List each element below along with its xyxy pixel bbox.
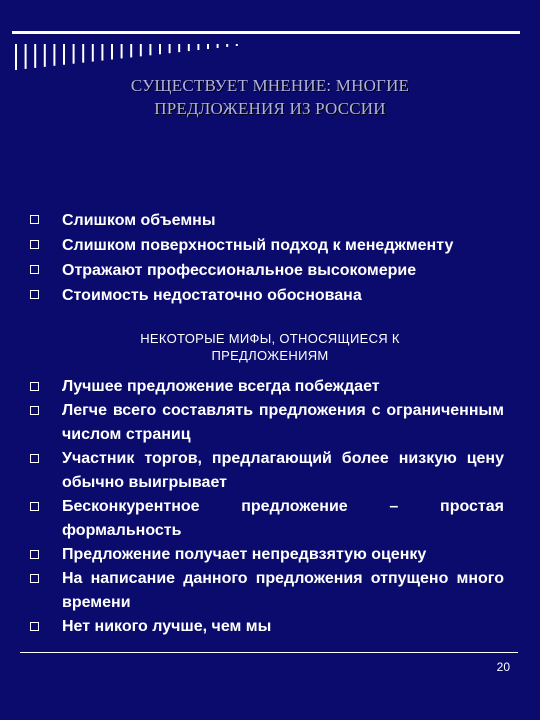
checkbox-bullet-icon [30, 265, 39, 274]
checkbox-bullet-icon [30, 240, 39, 249]
checkbox-bullet-icon [30, 622, 39, 631]
checkbox-bullet-icon [30, 290, 39, 299]
checkbox-bullet-icon [30, 574, 39, 583]
myths-list [30, 375, 504, 639]
list-item: Лучшее предложение всегда побеждает [30, 375, 504, 399]
checkbox-bullet-icon [30, 406, 39, 415]
title-line-2: ПРЕДЛОЖЕНИЯ ИЗ РОССИИ [154, 99, 386, 118]
checkbox-bullet-icon [30, 215, 39, 224]
opinion-list [30, 208, 504, 308]
checkbox-bullet-icon [30, 454, 39, 463]
subhead-line-1: НЕКОТОРЫЕ МИФЫ, ОТНОСЯЩИЕСЯ К [140, 331, 400, 346]
top-divider [12, 31, 520, 34]
checkbox-bullet-icon [30, 382, 39, 391]
list-item: Участник торгов, предлагающий более низкую цену обычно выигрывает [30, 447, 504, 495]
slide-title [80, 74, 460, 120]
list-item: Нет никого лучше, чем мы [30, 615, 504, 639]
bottom-divider [20, 652, 518, 653]
page-number: 20 [496, 660, 510, 674]
list-item: Стоимость недостаточно обоснована [30, 283, 504, 308]
checkbox-bullet-icon [30, 550, 39, 559]
list-item: Легче всего составлять предложения с ограниченным числом страниц [30, 399, 504, 447]
list-item: Слишком поверхностный подход к менеджменту [30, 233, 504, 258]
list-item: Бесконкурентное предложение – простая формальность [30, 495, 504, 543]
title-line-1: СУЩЕСТВУЕТ МНЕНИЕ: МНОГИЕ [130, 76, 410, 95]
subhead-line-2: ПРЕДЛОЖЕНИЯМ [211, 348, 329, 363]
list-item: Предложение получает непредвзятую оценку [30, 543, 504, 567]
checkbox-bullet-icon [30, 502, 39, 511]
list-item: Слишком объемны [30, 208, 504, 233]
list-item: Отражают профессиональное высокомерие [30, 258, 504, 283]
list-item: На написание данного предложения отпущено много времени [30, 567, 504, 615]
section-subheading [80, 330, 460, 364]
